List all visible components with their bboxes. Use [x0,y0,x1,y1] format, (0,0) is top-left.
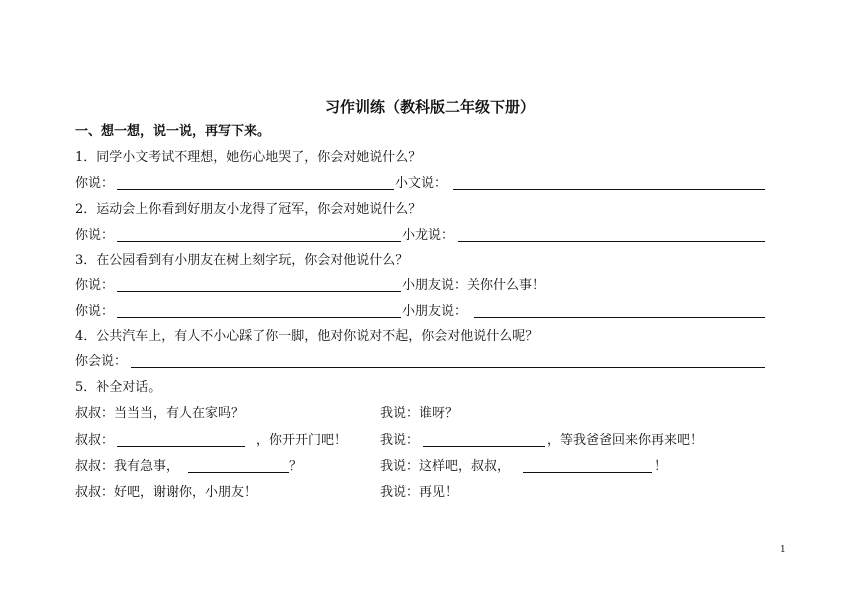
q5-r3-left-b: ？ [289,459,303,474]
q5-r2-left-a: 叔叔： [75,433,115,448]
q4-you-answer-blank[interactable] [131,367,765,368]
q5-r3-right-b: ！ [654,459,668,474]
question-2: 2．运动会上你看到好朋友小龙得了冠军，你会对她说什么？ [75,202,422,217]
question-5: 5．补全对话。 [75,380,162,395]
page-number: 1 [780,545,786,555]
q2-you-answer-blank[interactable] [117,241,401,242]
q3-row1-you-label: 你说： [75,278,115,293]
q1-you-answer-blank[interactable] [117,189,394,190]
q4-you-label: 你会说： [75,354,128,369]
q5-r2-left-blank[interactable] [117,446,245,447]
q3-row2-other-answer-blank[interactable] [474,317,765,318]
q5-r3-right-blank[interactable] [523,472,652,473]
q1-other-label: 小文说： [395,176,448,191]
q5-r2-right-blank[interactable] [423,446,545,447]
q3-row2-you-answer-blank[interactable] [117,317,401,318]
q5-r4-right: 我说：再见！ [380,485,459,500]
q2-other-label: 小龙说： [402,228,455,243]
question-4: 4．公共汽车上，有人不小心踩了你一脚，他对你说对不起，你会对他说什么呢？ [75,329,539,344]
q5-r4-left: 叔叔：好吧，谢谢你，小朋友！ [75,485,258,500]
section-heading: 一、想一想，说一说，再写下来。 [75,124,271,139]
q5-r3-left-blank[interactable] [188,472,289,473]
page-title: 习作训练（教科版二年级下册） [324,98,535,116]
q3-row1-you-answer-blank[interactable] [117,291,401,292]
q5-r2-right-b: ，等我爸爸回来你再来吧！ [547,433,704,448]
q5-r2-right-a: 我说： [380,433,420,448]
q1-you-label: 你说： [75,176,115,191]
q5-r3-right-a: 我说：这样吧，叔叔， [380,459,511,474]
q5-r1-right: 我说：谁呀？ [380,406,459,421]
q5-r1-left: 叔叔：当当当，有人在家吗？ [75,406,245,421]
question-3: 3．在公园看到有小朋友在树上刻字玩，你会对他说什么？ [75,253,409,268]
q3-row2-you-label: 你说： [75,304,115,319]
q3-row1-other-label: 小朋友说：关你什么事！ [402,278,546,293]
q2-you-label: 你说： [75,228,115,243]
q1-other-answer-blank[interactable] [453,189,765,190]
q2-other-answer-blank[interactable] [458,241,765,242]
q5-r3-left-a: 叔叔：我有急事， [75,459,180,474]
question-1: 1．同学小文考试不理想，她伤心地哭了，你会对她说什么？ [75,150,422,165]
q3-row2-other-label: 小朋友说： [402,304,468,319]
q5-r2-left-b: ，你开开门吧！ [256,433,348,448]
